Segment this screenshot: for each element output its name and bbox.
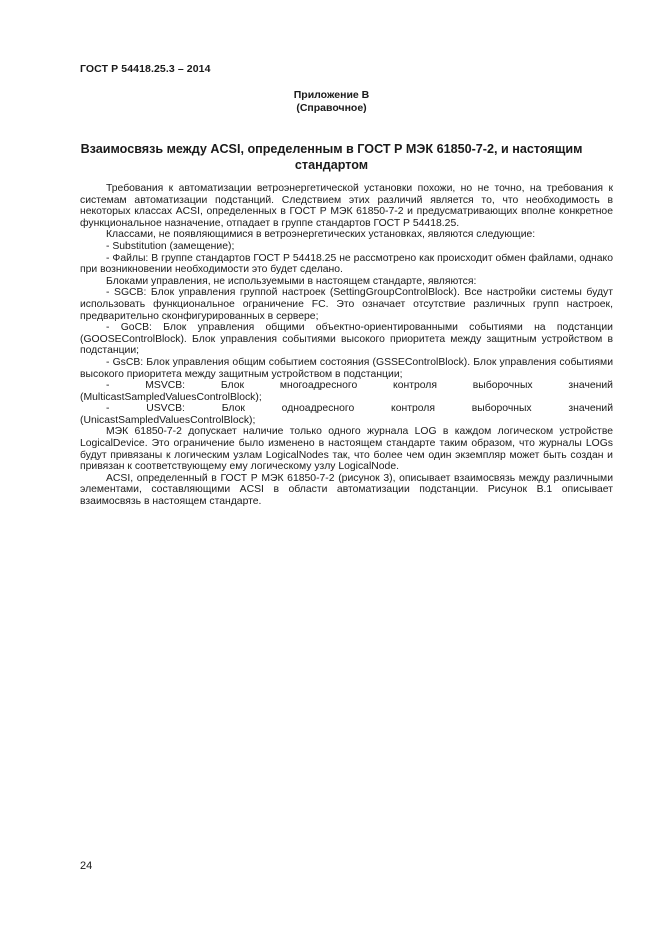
- paragraph: Блоками управления, не используемыми в настоящем стандарте, являются:: [106, 275, 477, 287]
- paragraph: - GsCB: Блок управления общим событием состояния (GSSEControlBlock). Блок управления событиями высокого приоритета между защитным устройством в подстанции;: [80, 356, 613, 380]
- paragraph: ACSI, определенный в ГОСТ Р МЭК 61850-7-2 (рисунок 3), описывает взаимосвязь между различными элементами, составляющими ACSI в области автоматизации подстанции. Рисунок В.1 описывает взаимосвязь в настоящем стандарте.: [80, 472, 613, 508]
- section-heading: Взаимосвязь между ACSI, определенным в ГОСТ Р МЭК 61850-7-2, и настоящим стандартом: [80, 142, 583, 172]
- body-text: [80, 183, 613, 508]
- paragraph: - Substitution (замещение);: [106, 240, 235, 252]
- annex-block: [80, 89, 583, 115]
- paragraph: (MulticastSampledValuesControlBlock);: [80, 391, 262, 403]
- paragraph: - Файлы: В группе стандартов ГОСТ Р 54418.25 не рассмотрено как происходит обмен файлами, однако при возникновении необходимости это будет сделано.: [80, 252, 613, 276]
- paragraph: Требования к автоматизации ветроэнергетической установки похожи, но не точно, на требования к системам автоматизации подстанций. Следствием этих различий является то, что необходимость в некоторых классах ACSI, определенных в ГОСТ Р МЭК 61850-7-2 и предусматривающих вполне конкретное функциональное назначение, отпадает в группе стандартов ГОСТ Р 54418.25.: [80, 183, 613, 229]
- document-code: ГОСТ Р 54418.25.3 – 2014: [80, 63, 211, 75]
- paragraph: - GoCB: Блок управления общими объектно-ориентированными событиями на подстанции (GOOSEControlBlock). Блок управления событиями высокого приоритета между защитным устройством в подстанции;: [80, 322, 613, 357]
- annex-subtitle: (Справочное): [296, 102, 367, 114]
- paragraph: - SGCB: Блок управления группой настроек (SettingGroupControlBlock). Все настройки системы будут использовать функциональное ограничение FC. Это означает отсутствие различных групп настроек, предварительно сконфигурированных в сервере;: [80, 287, 613, 322]
- paragraph: МЭК 61850-7-2 допускает наличие только одного журнала LOG в каждом логическом устройстве LogicalDevice. Это ограничение было изменено в настоящем стандарте таким образом, что журналы LOGs будут привязаны к логическим узлам LogicalNodes так, что более чем один экземпляр может быть создан и привязан к соответствующему ему логическому узлу LogicalNode.: [80, 426, 613, 473]
- paragraph: (UnicastSampledValuesControlBlock);: [80, 414, 256, 426]
- annex-title: Приложение В: [293, 89, 370, 101]
- page-number: 24: [80, 860, 93, 872]
- paragraph: Классами, не появляющимися в ветроэнергетических установках, являются следующие:: [106, 229, 536, 241]
- paragraph: - MSVCB: Блок многоадресного контроля выборочных значений: [106, 380, 613, 392]
- paragraph: - USVCB: Блок одноадресного контроля выборочных значений: [106, 403, 613, 415]
